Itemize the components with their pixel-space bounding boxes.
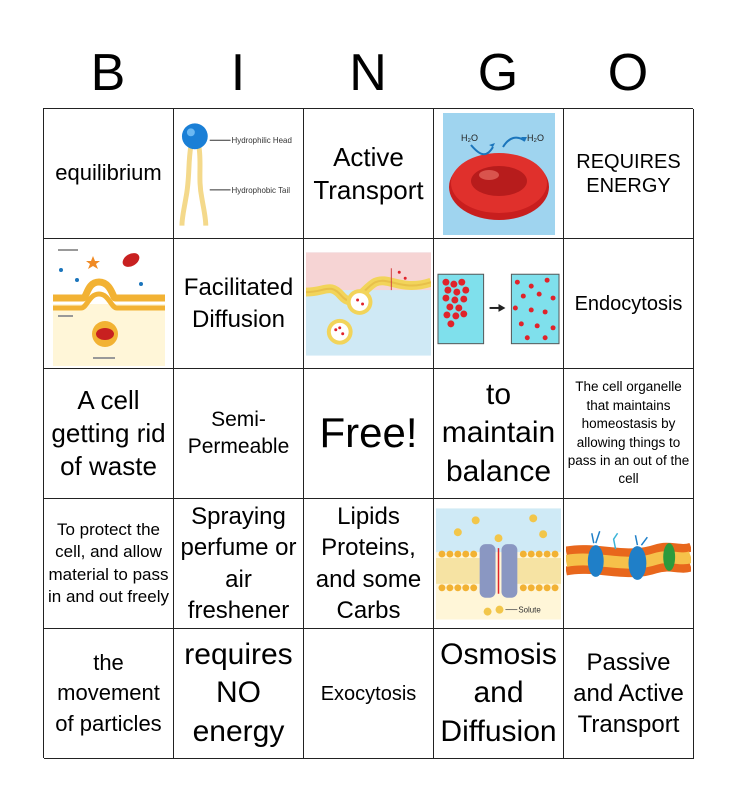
cell-text: requires NO energy (184, 638, 293, 748)
bingo-cell[interactable] (44, 369, 174, 499)
label-hydrophobic-tail: Hydrophobic Tail (231, 185, 290, 195)
header-letter-b: B (90, 44, 126, 102)
cell-text: Active Transport (313, 141, 424, 205)
red-blood-cell-image (443, 113, 555, 235)
endocytosis-image (306, 252, 431, 356)
bingo-cell[interactable] (44, 499, 174, 629)
cell-membrane-image (566, 529, 691, 599)
bingo-cell[interactable] (564, 109, 694, 239)
cell-text: A cell getting rid of waste (51, 385, 166, 481)
header-letter-o: O (607, 44, 649, 102)
cell-text: Exocytosis (320, 682, 417, 705)
cell-text: Lipids Proteins, and some Carbs (315, 503, 422, 624)
cell-text: Spraying perfume or air freshener (180, 503, 297, 624)
cell-text: to maintain balance (441, 378, 556, 488)
bingo-cell[interactable] (174, 369, 304, 499)
bingo-cell[interactable] (174, 499, 304, 629)
bingo-cell[interactable] (564, 239, 694, 369)
free-text: Free! (319, 409, 418, 457)
bingo-cell[interactable] (434, 239, 564, 369)
header-letter-i: I (230, 44, 246, 102)
free-cell[interactable] (304, 369, 434, 499)
cell-text: To protect the cell, and allow material to pass in and out freely (48, 520, 169, 606)
bingo-cell[interactable] (564, 629, 694, 759)
bingo-cell[interactable] (434, 369, 564, 499)
bingo-cell[interactable] (304, 629, 434, 759)
bingo-cell[interactable] (174, 109, 304, 239)
bingo-cell[interactable] (434, 629, 564, 759)
bingo-cell[interactable] (304, 239, 434, 369)
phospholipid-image (176, 118, 301, 230)
header-letter-n: N (349, 44, 387, 102)
cell-text: the movement of particles (55, 649, 162, 736)
bingo-cell[interactable] (304, 499, 434, 629)
bingo-cell[interactable] (44, 109, 174, 239)
cell-text: Endocytosis (574, 292, 683, 315)
phagocytosis-image (53, 242, 165, 366)
diffusion-beakers-image (436, 262, 561, 346)
bingo-cell[interactable] (174, 629, 304, 759)
cell-text: The cell organelle that maintains homeostasis by allowing things to pass in an out of the cell (567, 379, 690, 487)
bingo-cell[interactable] (434, 109, 564, 239)
label-solute: Solute (518, 605, 541, 615)
cell-text: Facilitated Diffusion (183, 274, 294, 333)
bingo-cell[interactable] (44, 239, 174, 369)
label-hydrophilic-head: Hydrophilic Head (231, 135, 292, 145)
bingo-cell[interactable] (564, 369, 694, 499)
bingo-cell[interactable] (44, 629, 174, 759)
cell-text: REQUIRES ENERGY (576, 150, 681, 197)
header-letter-g: G (477, 44, 519, 102)
cell-text: equilibrium (55, 160, 162, 186)
bingo-header (43, 40, 693, 106)
bingo-board (43, 108, 693, 758)
bingo-cell[interactable] (564, 499, 694, 629)
bingo-cell[interactable] (304, 109, 434, 239)
cell-text: Semi-Permeable (187, 407, 290, 458)
label-water-left: H₂O (460, 132, 478, 143)
cell-text: Passive and Active Transport (573, 648, 684, 739)
channel-protein-image (436, 508, 561, 620)
label-water-right: H₂O (526, 132, 544, 143)
bingo-cell[interactable] (174, 239, 304, 369)
bingo-cell[interactable] (434, 499, 564, 629)
cell-text: Osmosis and Diffusion (440, 638, 557, 748)
